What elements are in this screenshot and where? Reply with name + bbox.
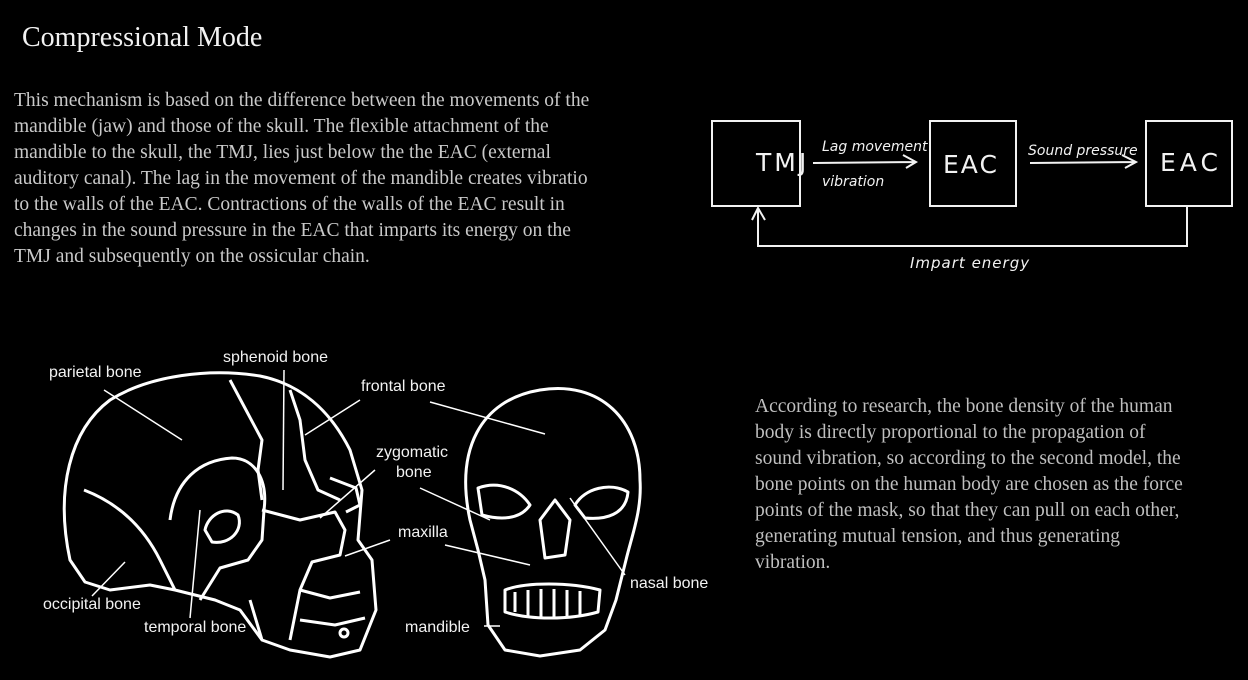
leader-nasal [570,498,625,575]
label-frontal: frontal bone [361,378,446,395]
label-sphenoid: sphenoid bone [223,349,328,366]
label-mandible: mandible [405,619,470,636]
research-line: generating mutual tension, and thus generating [755,526,1120,547]
frontal-suture [290,390,340,500]
right-orbit [575,487,628,518]
intro-line: to the walls of the EAC. Contractions of the walls of the EAC result in [14,194,565,215]
label-nasal: nasal bone [630,575,709,592]
lag-movement-label: Lag movement [822,139,928,155]
impart-energy-label: Impart energy [910,254,1031,272]
intro-line: TMJ and subsequently on the ossicular chain. [14,246,370,267]
return-arrow [752,206,1187,246]
research-line: sound vibration, so according to the second model, the [755,448,1181,469]
page-title: Compressional Mode [22,22,263,53]
jaw-lines [300,590,365,625]
intro-line: mandible (jaw) and those of the skull. The flexible attachment of the [14,116,549,137]
research-line: According to research, the bone density of the human [755,396,1173,417]
label-occipital: occipital bone [43,596,141,613]
leader-frontal [305,400,545,435]
mental-foramen [340,629,348,637]
leader-sphenoid [283,370,284,490]
sound-pressure-label: Sound pressure [1028,143,1138,159]
teeth-lines [515,589,580,618]
research-line: vibration. [755,552,831,573]
eac-label-2: EAC [1160,148,1222,177]
label-zygomatic-1: zygomatic [376,444,449,461]
ear-canal [205,511,239,542]
sphenoid-suture [230,380,262,500]
leader-parietal [104,390,182,440]
research-paragraph [755,394,1240,576]
intro-line: mandible to the skull, the TMJ, lies just below the the EAC (external [14,142,551,163]
label-maxilla: maxilla [398,524,448,541]
occipital-suture [84,490,175,590]
nasal-side [330,478,360,512]
tmj-label: TMJ [756,148,810,177]
intro-line: changes in the sound pressure in the EAC that imparts its energy on the [14,220,571,241]
vibration-label: vibration [822,174,885,190]
eac-label-1: EAC [943,150,999,179]
arrow-lag-movement [813,155,916,168]
research-line: body is directly proportional to the propagation of [755,422,1146,443]
nasal-cavity [540,500,570,558]
side-skull-outline [64,373,376,657]
research-line: bone points on the human body are chosen as the force [755,474,1183,495]
label-temporal: temporal bone [144,619,247,636]
research-line: points of the mask, so that they can pull on each other, [755,500,1180,521]
label-parietal: parietal bone [49,364,142,381]
temporal-region [170,458,265,600]
leader-temporal [190,510,200,618]
intro-line: This mechanism is based on the difference between the movements of the [14,90,590,111]
left-orbit [478,485,530,518]
label-zygomatic-2: bone [396,464,432,481]
intro-line: auditory canal). The lag in the movement of the mandible creates vibratio [14,168,588,189]
